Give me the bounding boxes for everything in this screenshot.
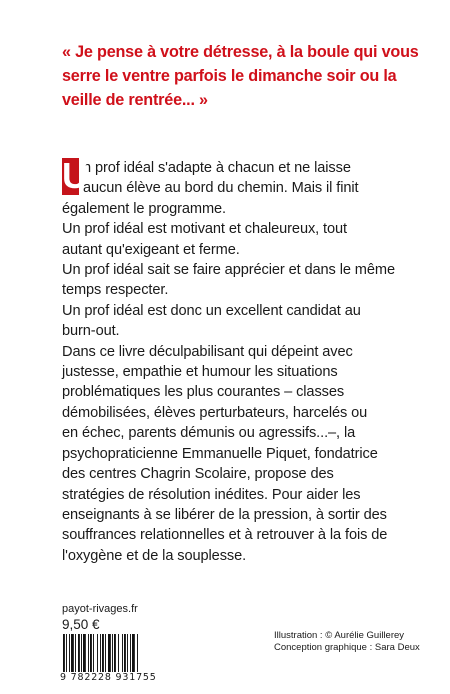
barcode-bar	[69, 634, 70, 672]
barcode-bar	[130, 634, 131, 672]
body-line: Dans ce livre déculpabilisant qui dépeint avec	[62, 343, 353, 360]
body-line: également le programme.	[62, 200, 226, 217]
credits	[274, 630, 420, 654]
body-line: souffrances relationnelles et à retrouver à la fois de	[62, 527, 388, 544]
barcode-bar	[90, 634, 92, 672]
body-line: Un prof idéal est motivant et chaleureux, tout	[62, 221, 348, 238]
barcode-bar	[127, 634, 128, 672]
isbn-number: 9 782228 931755	[60, 672, 157, 683]
body-line: justesse, empathie et humour les situations	[62, 364, 338, 381]
quote-line: « Je pense à votre détresse, à la boule qui vous	[62, 43, 419, 61]
barcode-bar	[100, 634, 101, 672]
barcode-bar	[75, 634, 76, 672]
pull-quote	[62, 40, 419, 112]
body-line: démobilisées, élèves perturbateurs, harcelés ou	[62, 404, 368, 421]
barcode-bar	[112, 634, 113, 672]
body-line: burn-out.	[62, 323, 120, 340]
body-line: en échec, parents démunis ou agressifs...–, la	[62, 425, 356, 442]
dropcap-letter: U	[62, 155, 88, 196]
body-line: temps respecter.	[62, 282, 169, 299]
body-line: aucun élève au bord du chemin. Mais il finit	[83, 180, 359, 197]
publisher-website: payot-rivages.fr	[62, 603, 138, 615]
publisher-info	[62, 602, 138, 633]
design-credit: Conception graphique : Sara Deux	[274, 642, 420, 653]
barcode-bar	[83, 634, 86, 672]
illustration-credit: Illustration : © Aurélie Guillerey	[274, 630, 405, 641]
barcode-bar	[108, 634, 111, 672]
barcode-bar	[105, 634, 106, 672]
barcode-bar	[93, 634, 94, 672]
body-line: stratégies de résolution inédites. Pour aider les	[62, 486, 361, 503]
body-line: des centres Chagrin Scolaire, propose des	[62, 466, 334, 483]
body-line: Un prof idéal est donc un excellent candidat au	[62, 302, 361, 319]
barcode-bar	[124, 634, 126, 672]
quote-line: serre le ventre parfois le dimanche soir ou la	[62, 67, 397, 85]
barcode-bar	[63, 634, 65, 672]
first-paragraph-start	[62, 155, 394, 199]
barcode-bar	[122, 634, 123, 672]
dropcap-box	[62, 155, 88, 196]
barcode-bar	[137, 634, 138, 672]
barcode-graphic	[62, 634, 162, 672]
barcode	[62, 634, 162, 672]
back-cover-blurb	[62, 155, 395, 566]
body-line: psychopraticienne Emmanuelle Piquet, fondatrice	[62, 445, 378, 462]
body-line: autant qu'exigeant et ferme.	[62, 241, 240, 258]
barcode-bar	[78, 634, 80, 672]
book-price: 9,50 €	[62, 617, 100, 632]
barcode-bar	[132, 634, 135, 672]
barcode-bar	[66, 634, 67, 672]
body-line: enseignants à se libérer de la pression, à sortir des	[62, 506, 387, 523]
body-line: problématiques les plus courantes – classes	[62, 384, 345, 401]
body-line: n prof idéal s'adapte à chacun et ne laisse	[83, 160, 351, 176]
barcode-bar	[71, 634, 74, 672]
barcode-bar	[114, 634, 116, 672]
barcode-bar	[102, 634, 104, 672]
barcode-bar	[88, 634, 89, 672]
body-line: l'oxygène et de la souplesse.	[62, 547, 247, 564]
barcode-bar	[97, 634, 98, 672]
barcode-bar	[118, 634, 119, 672]
body-line: Un prof idéal sait se faire apprécier et dans le même	[62, 262, 395, 279]
barcode-bar	[81, 634, 82, 672]
quote-line: veille de rentrée... »	[62, 91, 208, 109]
